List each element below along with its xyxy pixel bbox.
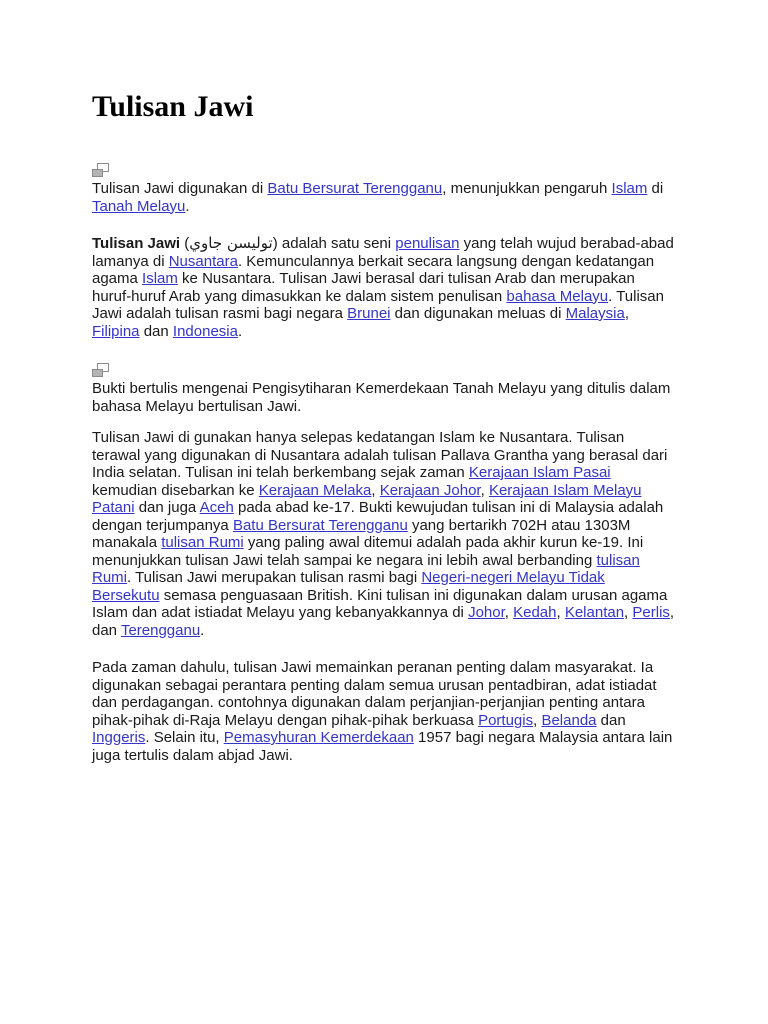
body-text: di <box>647 180 664 197</box>
body-text: kemudian disebarkan ke <box>92 481 259 499</box>
link-indonesia[interactable]: Indonesia <box>172 322 238 340</box>
body-text: Pada zaman dahulu, tulisan Jawi memainkan peranan penting dalam masyarakat. Ia digunakan sebagai perantara penting dalam semua urusan pentadbiran, adat istiadat dan perdagangan. contohnya digunakan dalam perjanjian-perjanjian penting antara pihak-pihak di-Raja Melayu dengan pihak-pihak berkuasa <box>92 659 657 729</box>
body-text: , <box>556 604 565 621</box>
figure-icon-middle <box>92 363 110 377</box>
link-pemasyhuran-kemerdekaan[interactable]: Pemasyhuran Kemerdekaan <box>223 729 414 746</box>
link-tulisan-rumi[interactable]: tulisan Rumi <box>92 551 640 586</box>
link-johor[interactable]: Johor <box>468 604 505 621</box>
figure-icon-middle-row <box>92 363 676 377</box>
link-tulisan-rumi[interactable]: tulisan Rumi <box>161 534 244 551</box>
body-text: , <box>504 604 514 621</box>
body-text: yang telah wujud berabad-abad lamanya di <box>92 235 674 270</box>
body-text: , dan <box>92 604 675 639</box>
link-kerajaan-johor[interactable]: Kerajaan Johor <box>379 481 481 499</box>
figure-icon-top <box>92 163 110 177</box>
body-text: . <box>200 621 205 639</box>
body-text: , <box>533 711 542 729</box>
body-text: 1957 bagi negara Malaysia antara lain juga tertulis dalam abjad Jawi. <box>92 729 673 764</box>
body-text: dan <box>139 322 173 340</box>
figure-icon-top-row <box>92 163 676 177</box>
body-text: ( <box>180 235 190 252</box>
body-text: ) adalah satu seni <box>272 235 396 252</box>
body-text: yang paling awal ditemui adalah pada akhir kurun ke-19. Ini menunjukkan tulisan Jawi telah sampai ke negara ini lebih awal berbanding <box>92 534 644 569</box>
body-text: Tulisan Jawi di gunakan hanya selepas kedatangan Islam ke Nusantara. Tulisan terawal yang digunakan di Nusantara adalah tulisan Pallava Grantha yang berasal dari India selatan. Tulisan ini telah berkembang sejak zaman <box>92 429 668 481</box>
link-kerajaan-islam-pasai[interactable]: Kerajaan Islam Pasai <box>468 464 611 481</box>
link-tanah-melayu[interactable]: Tanah Melayu <box>92 197 186 215</box>
body-text: , <box>480 481 489 499</box>
link-batu-bersurat-terengganu[interactable]: Batu Bersurat Terengganu <box>267 180 443 197</box>
body-text: . Selain itu, <box>145 729 224 746</box>
link-filipina[interactable]: Filipina <box>92 322 140 340</box>
history-paragraph <box>92 429 676 639</box>
page-title: Tulisan Jawi <box>92 90 254 123</box>
figure-caption <box>92 380 676 415</box>
intro-paragraph <box>92 235 676 340</box>
document-blocks <box>92 163 676 764</box>
link-portugis[interactable]: Portugis <box>478 711 534 729</box>
figure-icon-middle-front-rect <box>92 369 103 377</box>
link-islam[interactable]: Islam <box>611 180 648 197</box>
body-text: . Kemunculannya berkait secara langsung dengan kedatangan agama <box>92 252 655 287</box>
body-text: dan digunakan meluas di <box>390 305 566 322</box>
link-negeri-negeri-melayu-tidak-bersekutu[interactable]: Negeri-negeri Melayu Tidak Bersekutu <box>92 569 605 604</box>
body-text: semasa penguasaan British. Kini tulisan ini digunakan dalam urusan agama Islam dan adat istiadat Melayu yang kebanyakkannya di <box>92 586 668 621</box>
link-bahasa-melayu[interactable]: bahasa Melayu <box>506 287 609 305</box>
body-text: , <box>624 305 629 322</box>
link-inggeris[interactable]: Inggeris <box>92 729 146 746</box>
lead-caption <box>92 180 676 215</box>
figure-icon-top-front-rect <box>92 169 103 177</box>
body-text: dan <box>596 711 626 729</box>
body-text: Bukti bertulis mengenai Pengisytiharan Kemerdekaan Tanah Melayu yang ditulis dalam bahasa Melayu bertulisan Jawi. <box>92 380 671 415</box>
body-text: , <box>371 481 380 499</box>
link-terengganu[interactable]: Terengganu <box>120 621 201 639</box>
link-kelantan[interactable]: Kelantan <box>564 604 625 621</box>
body-text: , <box>624 604 633 621</box>
body-text: dan juga <box>134 499 200 516</box>
body-text: . <box>237 322 243 340</box>
body-text: . Tulisan Jawi adalah tulisan rasmi bagi negara <box>92 287 664 322</box>
body-text: pada abad ke-17. Bukti kewujudan tulisan ini di Malaysia adalah dengan terjumpanya <box>92 499 664 534</box>
link-batu-bersurat-terengganu[interactable]: Batu Bersurat Terengganu <box>232 516 408 534</box>
jawi-script-text: توليسن جاوي <box>189 234 273 252</box>
link-nusantara[interactable]: Nusantara <box>168 252 238 270</box>
link-brunei[interactable]: Brunei <box>347 305 391 322</box>
link-islam[interactable]: Islam <box>142 270 178 287</box>
link-perlis[interactable]: Perlis <box>632 604 670 621</box>
link-belanda[interactable]: Belanda <box>541 711 597 729</box>
body-text: . Tulisan Jawi merupakan tulisan rasmi bagi <box>127 569 422 586</box>
link-malaysia[interactable]: Malaysia <box>565 305 625 322</box>
link-aceh[interactable]: Aceh <box>199 499 234 516</box>
link-kedah[interactable]: Kedah <box>513 604 557 621</box>
link-penulisan[interactable]: penulisan <box>395 235 460 252</box>
role-paragraph <box>92 659 676 764</box>
body-text: yang bertarikh 702H atau 1303M manakala <box>92 516 631 551</box>
body-text: Tulisan Jawi digunakan di <box>92 180 268 197</box>
body-text: ke Nusantara. Tulisan Jawi berasal dari tulisan Arab dan merupakan huruf-huruf Arab yang dimasukkan ke dalam sistem penulisan <box>92 270 635 305</box>
body-text: , menunjukkan pengaruh <box>442 180 612 197</box>
link-kerajaan-melaka[interactable]: Kerajaan Melaka <box>258 481 372 499</box>
bold-lead-text: Tulisan Jawi <box>92 235 181 252</box>
link-kerajaan-islam-melayu-patani[interactable]: Kerajaan Islam Melayu Patani <box>92 481 642 516</box>
body-text: . <box>185 197 190 215</box>
